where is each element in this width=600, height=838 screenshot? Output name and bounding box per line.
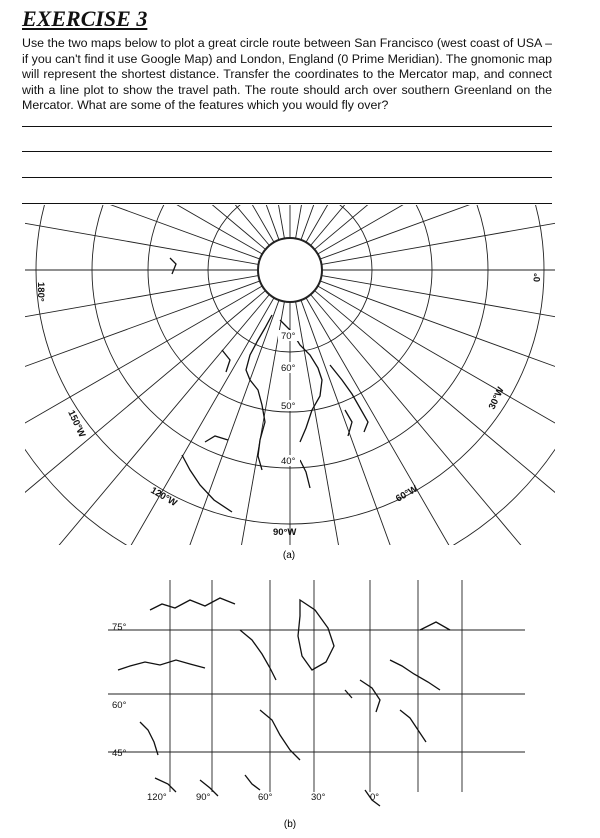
longitude-label: 0° (370, 792, 380, 803)
map-a-caption: (a) (282, 550, 296, 561)
meridian-line (33, 295, 270, 570)
longitude-label: 60° (258, 792, 273, 803)
meridian-line (306, 200, 490, 242)
longitude-label: 60°W (394, 483, 420, 505)
answer-line[interactable] (22, 126, 552, 127)
meridian-line (153, 300, 279, 570)
latitude-label: 60° (281, 363, 296, 374)
meridian-line (90, 298, 274, 570)
latitude-label: 60° (112, 700, 127, 711)
latitude-label: 50° (281, 401, 296, 412)
longitude-label: 90°W (273, 527, 297, 538)
longitude-label: 90° (196, 792, 211, 803)
gnomonic-map (0, 200, 600, 570)
meridian-line (306, 298, 490, 570)
latitude-label: 70° (281, 331, 296, 342)
longitude-label: 120° (147, 792, 167, 803)
latitude-label: 75° (112, 622, 127, 633)
exercise-instructions: Use the two maps below to plot a great circle route between San Francisco (west coast of USA – if you can't find it use Google Map) and London, England (0 Prime Meridian). The gnomonic map will represent the shortest distance. Transfer the coordinates to the Mercator map, and connect with a line plot to show the travel path. The route should arch over southern Greenland on the Mercator. What are some of the features which you would fly over? (22, 36, 552, 112)
exercise-title: EXERCISE 3 (22, 6, 148, 31)
answer-line[interactable] (22, 177, 552, 178)
map-b-caption: (b) (283, 819, 297, 830)
meridian-line (90, 200, 274, 242)
meridian-line (311, 295, 548, 570)
meridian-line (315, 291, 597, 528)
meridian-line (0, 291, 265, 528)
meridian-line (301, 300, 427, 570)
longitude-label: 150°W (65, 408, 88, 440)
longitude-label: 180° (35, 282, 46, 302)
parallel-circle (258, 238, 322, 302)
longitude-label: 0° (532, 272, 543, 282)
meridian-line (315, 200, 597, 249)
latitude-label: 45° (112, 748, 127, 759)
latitude-label: 40° (281, 456, 296, 467)
meridian-line (318, 286, 600, 470)
meridian-line (320, 200, 600, 259)
longitude-label: 30° (311, 792, 326, 803)
longitude-label: 30°W (486, 385, 507, 412)
mercator-map (0, 570, 600, 838)
longitude-label: 120°W (148, 485, 179, 509)
answer-line[interactable] (22, 151, 552, 152)
